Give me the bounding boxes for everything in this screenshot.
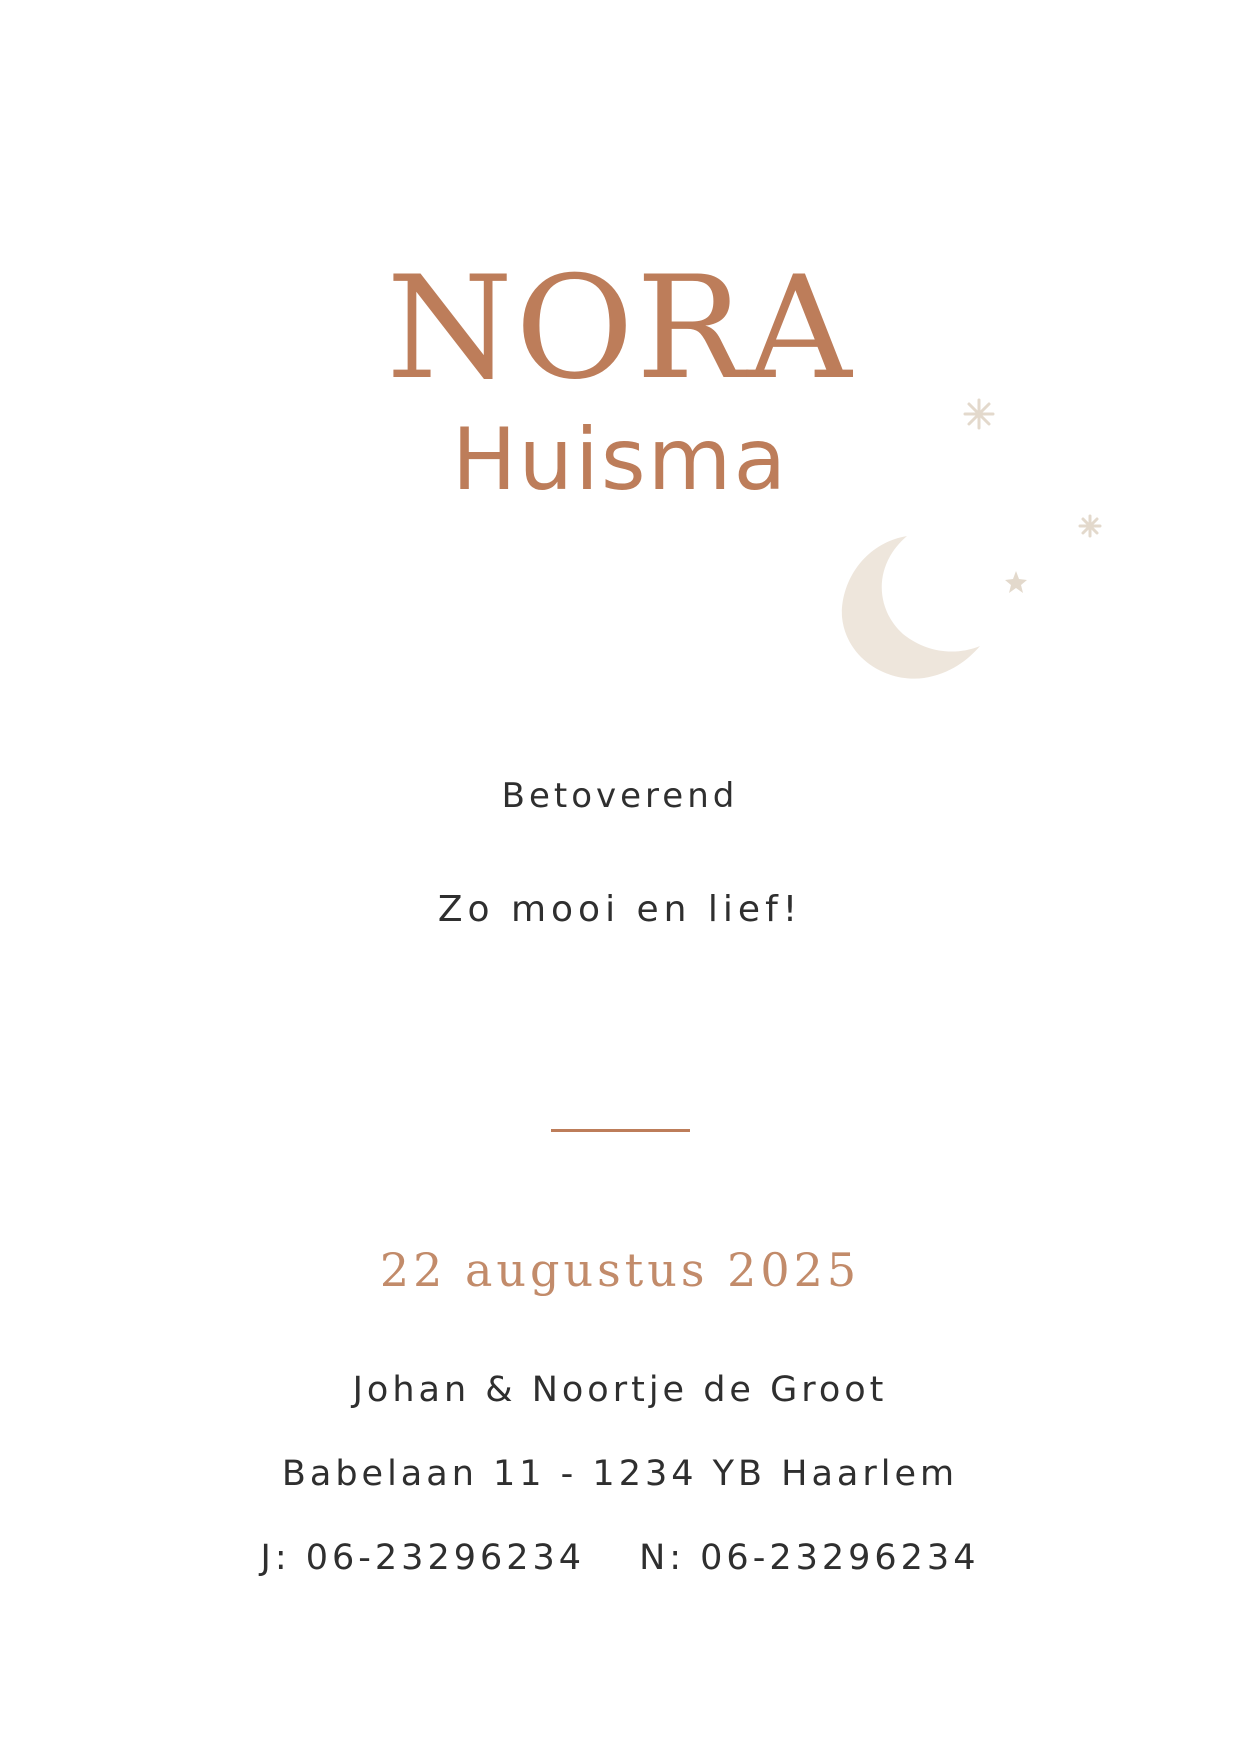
tagline: Betoverend <box>501 776 739 816</box>
phone-numbers <box>0 1536 1240 1580</box>
small-star-icon <box>1005 571 1027 593</box>
phone-johan: J: 06-23296234 <box>260 1538 586 1578</box>
moon-icon <box>842 536 980 679</box>
divider-line <box>551 1129 690 1132</box>
baby-last-name: Huisma <box>451 410 789 510</box>
parents-names: Johan & Noortje de Groot <box>352 1370 888 1410</box>
address: Babelaan 11 - 1234 YB Haarlem <box>281 1454 959 1494</box>
baby-first-name: NORA <box>386 246 854 411</box>
message: Zo mooi en lief! <box>437 889 803 930</box>
phone-noortje: N: 06-23296234 <box>639 1538 980 1578</box>
birth-date: 22 augustus 2025 <box>379 1243 861 1297</box>
sparkle-star-icon <box>1080 516 1100 536</box>
